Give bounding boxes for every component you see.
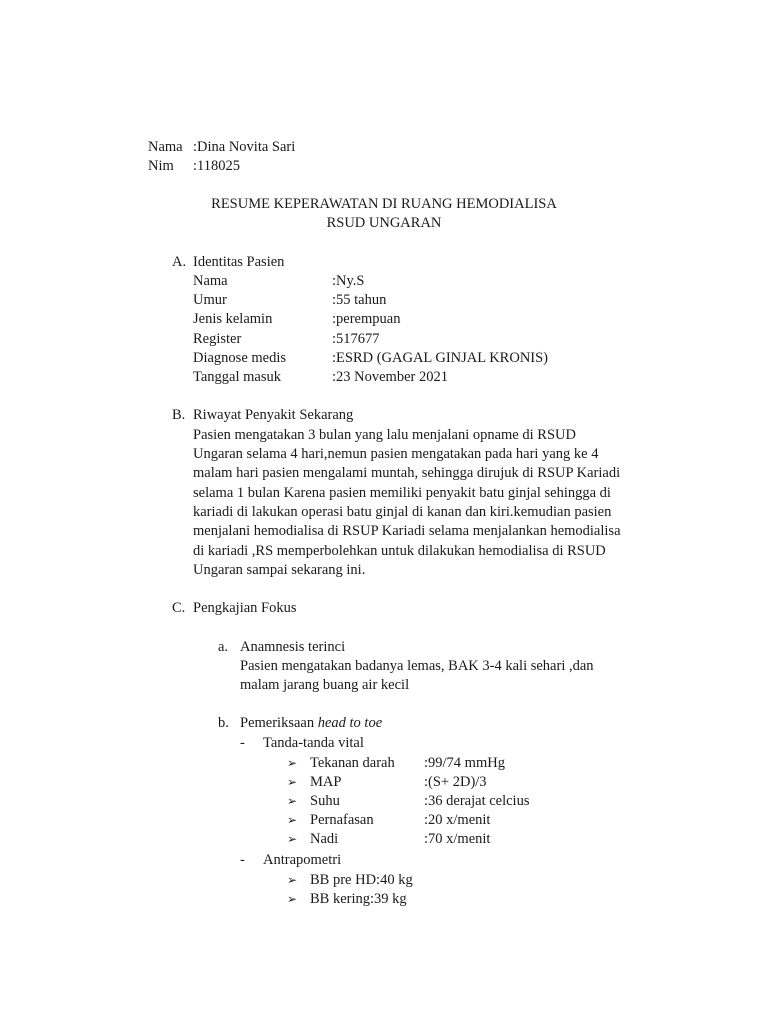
- history-line: selama 1 bulan Karena pasien memiliki penyakit batu ginjal sehingga di: [193, 485, 611, 501]
- section-c-letter: C.: [172, 600, 186, 616]
- arrow-bullet-icon: ➢: [287, 775, 298, 789]
- history-line: menjalani hemodialisa di RSUP Kariadi selama menjalankan hemodialisa: [193, 523, 621, 539]
- student-nim-label: Nim: [148, 158, 174, 174]
- history-line: Ungaran sampai sekarang ini.: [193, 562, 366, 578]
- history-line: kariadi di lakukan operasi batu ginjal di kanan dan kiri.kemudian pasien: [193, 504, 612, 520]
- vital-value: :36 derajat celcius: [424, 793, 530, 809]
- identity-value: :517677: [332, 331, 380, 347]
- anamnesis-line: Pasien mengatakan badanya lemas, BAK 3-4 kali sehari ,dan: [240, 658, 594, 674]
- identity-value: :Ny.S: [332, 273, 365, 289]
- vital-value: :99/74 mmHg: [424, 755, 505, 771]
- subsection-a-heading: Anamnesis terinci: [240, 639, 346, 655]
- subsection-b-heading-italic: head to toe: [317, 715, 383, 731]
- vital-label: MAP: [310, 774, 342, 790]
- vital-value: :20 x/menit: [424, 812, 491, 828]
- identity-label: Jenis kelamin: [193, 311, 273, 327]
- student-name-label: Nama: [148, 139, 183, 155]
- vital-label: Pernafasan: [310, 812, 374, 828]
- student-name-value: :Dina Novita Sari: [193, 139, 296, 155]
- anthropometry-heading: Antrapometri: [263, 852, 342, 868]
- subsection-a-letter: a.: [218, 639, 229, 655]
- identity-label: Register: [193, 331, 242, 347]
- vital-value: :(S+ 2D)/3: [424, 774, 487, 790]
- identity-label: Diagnose medis: [193, 350, 287, 366]
- identity-value: :ESRD (GAGAL GINJAL KRONIS): [332, 350, 549, 366]
- vital-signs-heading: Tanda-tanda vital: [263, 735, 364, 751]
- section-a-heading: Identitas Pasien: [193, 254, 285, 270]
- anamnesis-line: malam jarang buang air kecil: [240, 677, 410, 693]
- identity-label: Nama: [193, 273, 228, 289]
- section-c-heading: Pengkajian Fokus: [193, 600, 297, 616]
- arrow-bullet-icon: ➢: [287, 813, 298, 827]
- anthropometry-item: BB pre HD:40 kg: [310, 872, 413, 888]
- section-b-letter: B.: [172, 407, 186, 423]
- anthropometry-item: BB kering:39 kg: [310, 891, 407, 907]
- document-title: RESUME KEPERAWATAN DI RUANG HEMODIALISA: [211, 196, 557, 212]
- vital-label: Tekanan darah: [310, 755, 395, 771]
- subsection-b-letter: b.: [218, 715, 229, 731]
- vital-label: Nadi: [310, 831, 339, 847]
- identity-value: :23 November 2021: [332, 369, 448, 385]
- subsection-b-heading: [240, 714, 382, 733]
- section-a-letter: A.: [172, 254, 187, 270]
- history-line: Ungaran selama 4 hari,nemun pasien mengatakan pada hari yang ke 4: [193, 446, 599, 462]
- history-line: Pasien mengatakan 3 bulan yang lalu menjalani opname di RSUD: [193, 427, 576, 443]
- identity-value: :perempuan: [332, 311, 401, 327]
- section-b-heading: Riwayat Penyakit Sekarang: [193, 407, 354, 423]
- arrow-bullet-icon: ➢: [287, 794, 298, 808]
- arrow-bullet-icon: ➢: [287, 892, 298, 906]
- history-line: di kariadi ,RS memperbolehkan untuk dilakukan hemodialisa di RSUD: [193, 543, 606, 559]
- subsection-b-heading-text: Pemeriksaan: [240, 715, 318, 731]
- arrow-bullet-icon: ➢: [287, 756, 298, 770]
- identity-label: Tanggal masuk: [193, 369, 281, 385]
- arrow-bullet-icon: ➢: [287, 832, 298, 846]
- identity-label: Umur: [193, 292, 227, 308]
- dash-bullet: -: [240, 852, 245, 868]
- identity-value: :55 tahun: [332, 292, 387, 308]
- vital-label: Suhu: [310, 793, 340, 809]
- dash-bullet: -: [240, 735, 245, 751]
- student-nim-value: :118025: [193, 158, 240, 174]
- document-subtitle: RSUD UNGARAN: [326, 215, 442, 231]
- history-line: malam hari pasien mengalami muntah, sehingga dirujuk di RSUP Kariadi: [193, 465, 621, 481]
- vital-value: :70 x/menit: [424, 831, 491, 847]
- arrow-bullet-icon: ➢: [287, 873, 298, 887]
